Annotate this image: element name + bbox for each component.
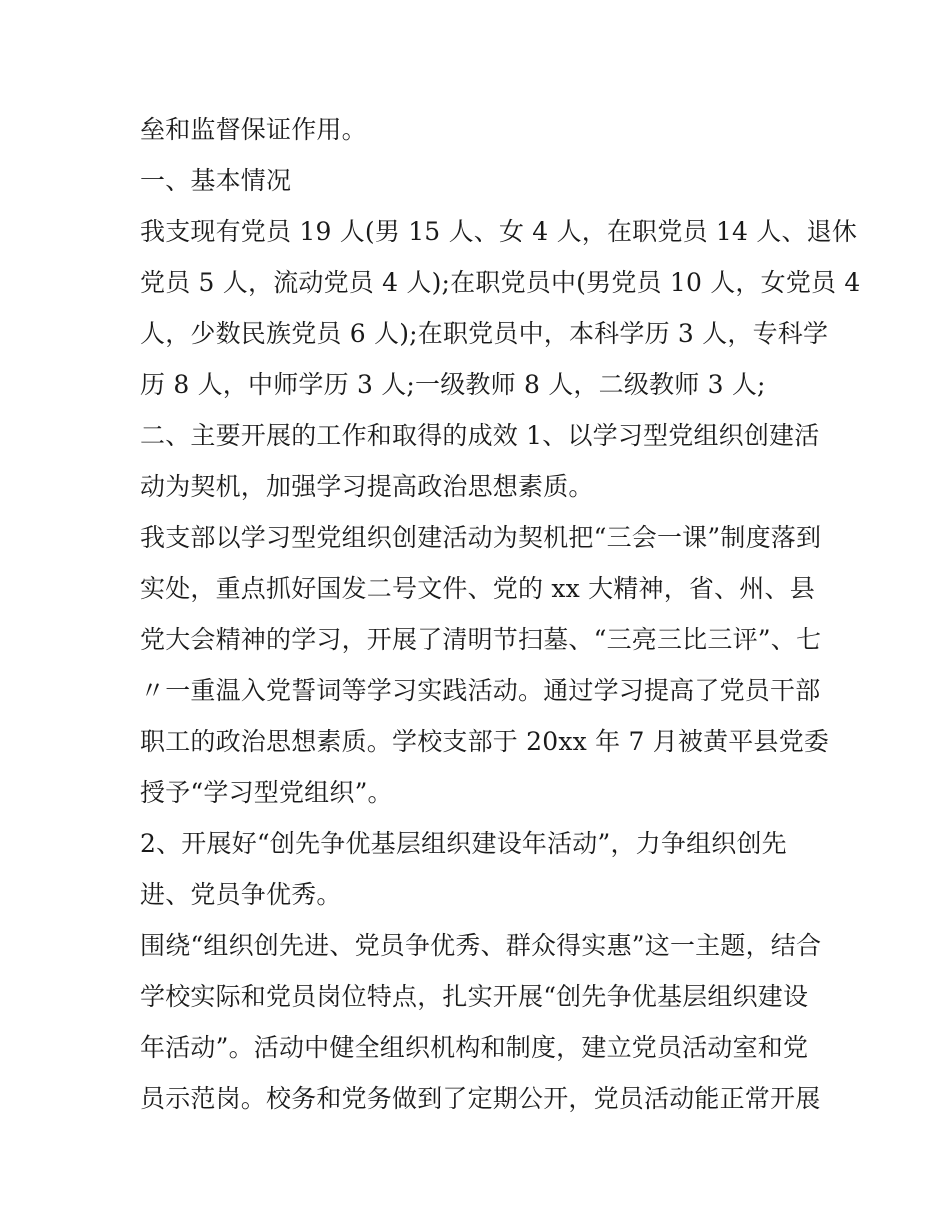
text-line: 年活动”。活动中健全组织机构和制度，建立党员活动室和党 [140,1033,809,1062]
text-line: 党大会精神的学习，开展了清明节扫墓、“三亮三比三评”、七 [140,625,822,654]
text-line: 授予“学习型党组织”。 [140,778,393,807]
text-line: 围绕“组织创先进、党员争优秀、群众得实惠”这一主题，结合 [140,931,822,960]
text-line: 党员 5 人，流动党员 4 人);在职党员中(男党员 10 人，女党员 4 [140,268,861,297]
text-line: 〃一重温入党誓词等学习实践活动。通过学习提高了党员干部 [140,676,821,705]
text-line: 员示范岗。校务和党务做到了定期公开，党员活动能正常开展 [140,1084,821,1113]
subsection-heading: 2、开展好“创先争优基层组织建设年活动”，力争组织创先 [140,829,787,858]
text-line: 职工的政治思想素质。学校支部于 20xx 年 7 月被黄平县党委 [140,727,830,756]
section-heading: 一、基本情况 [140,166,292,195]
text-line: 动为契机，加强学习提高政治思想素质。 [140,472,594,501]
text-line: 进、党员争优秀。 [140,880,342,909]
text-line: 历 8 人，中师学历 3 人;一级教师 8 人，二级教师 3 人; [140,370,766,399]
text-line: 学校实际和党员岗位特点，扎实开展“创先争优基层组织建设 [140,982,809,1011]
text-line: 实处，重点抓好国发二号文件、党的 xx 大精神，省、州、县 [140,574,815,603]
text-line: 垒和监督保证作用。 [140,115,367,144]
section-heading: 二、主要开展的工作和取得的成效 1、以学习型党组织创建活 [140,421,820,450]
text-line: 人，少数民族党员 6 人);在职党员中，本科学历 3 人，专科学 [140,319,829,348]
text-line: 我支部以学习型党组织创建活动为契机把“三会一课”制度落到 [140,523,822,552]
text-line: 我支现有党员 19 人(男 15 人、女 4 人，在职党员 14 人、退休 [140,217,858,246]
